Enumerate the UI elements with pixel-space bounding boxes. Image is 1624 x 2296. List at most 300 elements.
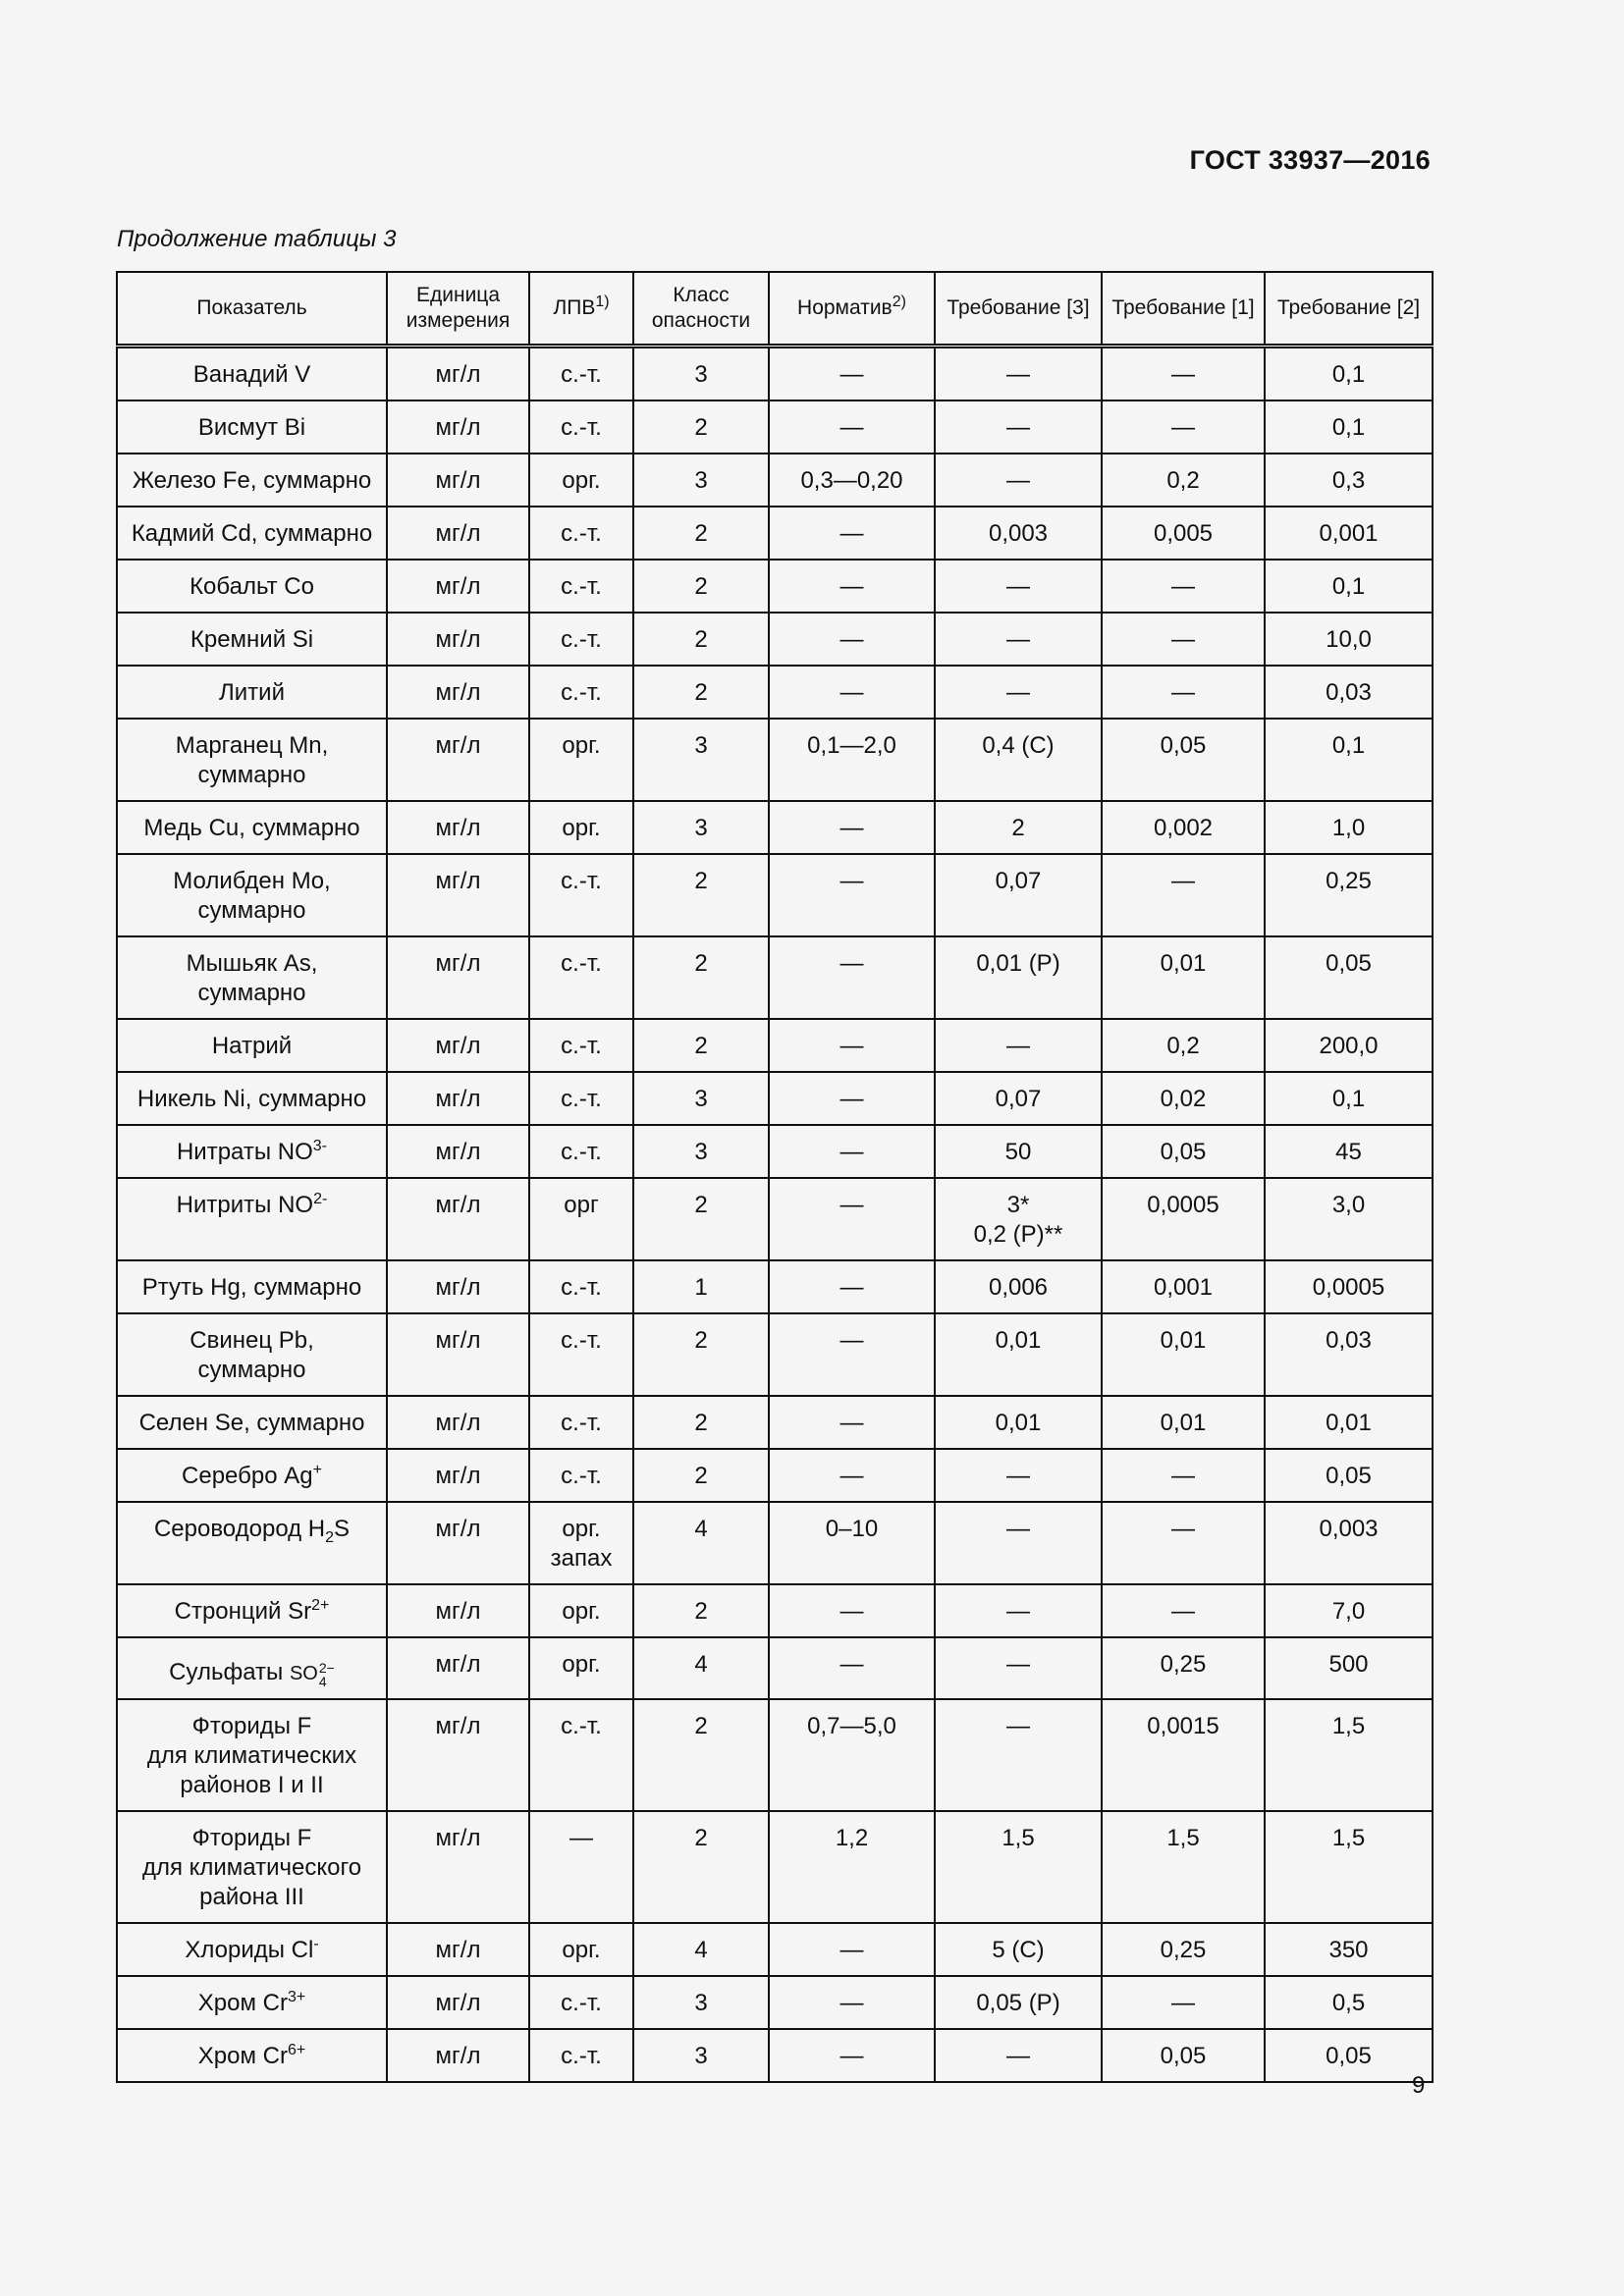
cell-req1: 0,01 (1102, 1313, 1265, 1396)
cell-indicator (117, 560, 387, 613)
cell-norm: — (769, 854, 935, 936)
cell-indicator (117, 1019, 387, 1072)
table-row (117, 400, 1433, 454)
indicator-name: Мышьяк As, (186, 950, 318, 977)
table-row (117, 1811, 1433, 1923)
cell-req3 (935, 854, 1102, 936)
lpv-value: с.-т. (561, 1086, 602, 1112)
cell-indicator (117, 1449, 387, 1502)
cell-norm: — (769, 1976, 935, 2029)
req3-value: 0,4 (С) (982, 732, 1055, 759)
lpv-value: с.-т. (561, 414, 602, 441)
cell-req3 (935, 1699, 1102, 1811)
lpv-value: с.-т. (561, 868, 602, 894)
table-row (117, 1178, 1433, 1260)
page-number: 9 (1412, 2072, 1426, 2099)
req3-value: — (1006, 1516, 1030, 1542)
req3-value: — (1006, 626, 1030, 653)
col-header-req1: Требование [1] (1102, 272, 1265, 347)
cell-lpv (529, 1584, 633, 1637)
table-body (117, 347, 1433, 2083)
req3-value: 0,07 (995, 1086, 1042, 1112)
req3-value: — (1006, 573, 1030, 600)
cell-req2: 0,01 (1265, 1396, 1433, 1449)
table-row (117, 854, 1433, 936)
req3-value: — (1006, 1651, 1030, 1678)
cell-lpv (529, 1811, 633, 1923)
cell-req1: — (1102, 1584, 1265, 1637)
cell-hazard-class: 2 (633, 1811, 769, 1923)
cell-indicator (117, 1637, 387, 1699)
cell-req3 (935, 1313, 1102, 1396)
table-row (117, 1976, 1433, 2029)
cell-norm: — (769, 2029, 935, 2082)
cell-req2: 0,001 (1265, 507, 1433, 560)
cell-unit: мг/л (387, 854, 529, 936)
cell-hazard-class: 4 (633, 1502, 769, 1584)
cell-hazard-class: 3 (633, 1125, 769, 1178)
indicator-name: Висмут Bi (197, 414, 306, 441)
standards-table (116, 271, 1434, 2083)
cell-norm: — (769, 1072, 935, 1125)
cell-lpv (529, 1072, 633, 1125)
cell-lpv (529, 1637, 633, 1699)
cell-hazard-class: 2 (633, 1449, 769, 1502)
cell-req1: — (1102, 347, 1265, 401)
lpv-value: орг. (562, 815, 601, 841)
cell-hazard-class: 3 (633, 347, 769, 401)
cell-req3 (935, 454, 1102, 507)
cell-req3 (935, 2029, 1102, 2082)
indicator-name: Серебро Ag (182, 1463, 313, 1489)
cell-lpv (529, 801, 633, 854)
cell-unit: мг/л (387, 1072, 529, 1125)
cell-req1: — (1102, 400, 1265, 454)
indicator-name: Стронций Sr (174, 1598, 312, 1625)
table-row (117, 1637, 1433, 1699)
cell-req1: 0,01 (1102, 936, 1265, 1019)
lpv-value: с.-т. (561, 1463, 602, 1489)
cell-hazard-class: 2 (633, 1699, 769, 1811)
cell-unit: мг/л (387, 454, 529, 507)
cell-req2: 0,1 (1265, 1072, 1433, 1125)
cell-lpv (529, 719, 633, 801)
cell-unit: мг/л (387, 1019, 529, 1072)
cell-hazard-class: 3 (633, 719, 769, 801)
lpv-value: с.-т. (561, 361, 602, 388)
lpv-value: с.-т. (561, 520, 602, 547)
cell-req1: 0,0005 (1102, 1178, 1265, 1260)
cell-req3 (935, 613, 1102, 666)
cell-unit: мг/л (387, 1449, 529, 1502)
cell-unit: мг/л (387, 936, 529, 1019)
cell-indicator (117, 1125, 387, 1178)
indicator-name: Кадмий Cd, суммарно (131, 520, 373, 547)
indicator-name: Натрий (211, 1033, 293, 1059)
cell-norm: 0,1—2,0 (769, 719, 935, 801)
cell-hazard-class: 4 (633, 1637, 769, 1699)
col-header-unit: Единица измерения (387, 272, 529, 347)
cell-lpv (529, 1260, 633, 1313)
indicator-line-3: районов I и II (180, 1772, 324, 1798)
indicator-name: Литий (219, 679, 285, 706)
cell-unit: мг/л (387, 1260, 529, 1313)
cell-indicator (117, 719, 387, 801)
lpv-value: с.-т. (561, 1327, 602, 1354)
cell-norm: — (769, 347, 935, 401)
indicator-name: Свинец Pb, (189, 1327, 314, 1354)
cell-hazard-class: 2 (633, 1584, 769, 1637)
cell-lpv (529, 1125, 633, 1178)
cell-norm: — (769, 1019, 935, 1072)
cell-norm: — (769, 507, 935, 560)
table-row (117, 454, 1433, 507)
cell-req2: 1,5 (1265, 1811, 1433, 1923)
cell-indicator (117, 347, 387, 401)
cell-unit: мг/л (387, 613, 529, 666)
cell-req3 (935, 1449, 1102, 1502)
cell-norm: 1,2 (769, 1811, 935, 1923)
cell-norm: 0,3—0,20 (769, 454, 935, 507)
cell-req3 (935, 347, 1102, 401)
cell-lpv (529, 1313, 633, 1396)
cell-unit: мг/л (387, 400, 529, 454)
cell-lpv (529, 1699, 633, 1811)
lpv-value-2: запах (550, 1545, 613, 1572)
table-row (117, 1584, 1433, 1637)
table-row (117, 1313, 1433, 1396)
req3-value: — (1006, 467, 1030, 494)
indicator-subscript: 2 (325, 1528, 335, 1546)
req3-value: 0,05 (Р) (976, 1990, 1060, 2016)
cell-unit: мг/л (387, 666, 529, 719)
cell-norm: — (769, 560, 935, 613)
indicator-line-2: суммарно (197, 897, 306, 924)
cell-indicator (117, 454, 387, 507)
cell-unit: мг/л (387, 1396, 529, 1449)
indicator-name: Хлориды Cl (185, 1937, 314, 1963)
cell-req3 (935, 560, 1102, 613)
cell-req2: 3,0 (1265, 1178, 1433, 1260)
req3-value: 0,01 (995, 1410, 1042, 1436)
cell-indicator (117, 1923, 387, 1976)
cell-unit: мг/л (387, 719, 529, 801)
indicator-name: Кремний Si (189, 626, 314, 653)
lpv-value: с.-т. (561, 1139, 602, 1165)
cell-hazard-class: 2 (633, 936, 769, 1019)
lpv-value: с.-т. (561, 2043, 602, 2069)
cell-req2: 0,5 (1265, 1976, 1433, 2029)
lpv-value: орг. (562, 467, 601, 494)
cell-unit: мг/л (387, 1811, 529, 1923)
cell-hazard-class: 1 (633, 1260, 769, 1313)
cell-indicator (117, 1502, 387, 1584)
req3-value: 5 (С) (992, 1937, 1045, 1963)
table-row (117, 1125, 1433, 1178)
col-header-lpv-label: ЛПВ (553, 296, 596, 319)
lpv-value: орг. (562, 1598, 601, 1625)
document-code: ГОСТ 33937—2016 (1189, 145, 1431, 175)
cell-req3 (935, 1178, 1102, 1260)
cell-lpv (529, 1178, 633, 1260)
cell-req2: 0,05 (1265, 1449, 1433, 1502)
cell-hazard-class: 2 (633, 507, 769, 560)
cell-req3 (935, 1260, 1102, 1313)
cell-indicator (117, 1396, 387, 1449)
cell-indicator (117, 854, 387, 936)
indicator-line-2: суммарно (197, 1357, 306, 1383)
cell-indicator (117, 613, 387, 666)
cell-unit: мг/л (387, 1313, 529, 1396)
cell-hazard-class: 3 (633, 801, 769, 854)
col-header-norm (769, 272, 935, 347)
cell-req2: 1,0 (1265, 801, 1433, 854)
cell-lpv (529, 400, 633, 454)
cell-norm: 0–10 (769, 1502, 935, 1584)
indicator-name: Фториды F (191, 1713, 312, 1739)
indicator-name: Хром Cr (197, 1990, 288, 2016)
cell-lpv (529, 666, 633, 719)
req3-value: 0,07 (995, 868, 1042, 894)
indicator-name: Хром Cr (197, 2043, 288, 2069)
col-header-norm-label: Норматив (797, 296, 893, 319)
cell-lpv (529, 454, 633, 507)
table-row (117, 1449, 1433, 1502)
cell-unit: мг/л (387, 1502, 529, 1584)
col-header-lpv-footnote: 1) (595, 294, 610, 310)
cell-req2: 0,0005 (1265, 1260, 1433, 1313)
cell-req2: 0,05 (1265, 2029, 1433, 2082)
cell-req1: 0,05 (1102, 719, 1265, 801)
indicator-superscript: + (312, 1462, 322, 1478)
cell-req3 (935, 1019, 1102, 1072)
cell-hazard-class: 2 (633, 1313, 769, 1396)
cell-req1: 0,05 (1102, 1125, 1265, 1178)
table-row (117, 1396, 1433, 1449)
req3-value: 1,5 (1001, 1825, 1035, 1851)
table-row (117, 1923, 1433, 1976)
col-header-norm-footnote: 2) (892, 294, 906, 310)
table-row (117, 2029, 1433, 2082)
cell-lpv (529, 507, 633, 560)
cell-req2: 0,05 (1265, 936, 1433, 1019)
cell-hazard-class: 3 (633, 1976, 769, 2029)
table-row (117, 1699, 1433, 1811)
formula-index: 4 (318, 1673, 327, 1689)
indicator-name: Селен Se, суммарно (138, 1410, 365, 1436)
cell-req2: 200,0 (1265, 1019, 1433, 1072)
cell-norm: — (769, 1178, 935, 1260)
cell-req1: 0,02 (1102, 1072, 1265, 1125)
cell-hazard-class: 2 (633, 854, 769, 936)
req3-value: — (1006, 1463, 1030, 1489)
req3-value: — (1006, 1598, 1030, 1625)
cell-req2: 1,5 (1265, 1699, 1433, 1811)
indicator-superscript: 2- (313, 1191, 328, 1207)
table-row (117, 936, 1433, 1019)
cell-req3 (935, 936, 1102, 1019)
indicator-line-2: суммарно (197, 762, 306, 788)
indicator-suffix: S (334, 1516, 351, 1542)
indicator-name: Никель Ni, суммарно (136, 1086, 367, 1112)
cell-req3 (935, 1923, 1102, 1976)
lpv-value: с.-т. (561, 573, 602, 600)
lpv-value: с.-т. (561, 626, 602, 653)
cell-lpv (529, 347, 633, 401)
cell-lpv (529, 1396, 633, 1449)
cell-req3 (935, 1125, 1102, 1178)
col-header-req2: Требование [2] (1265, 272, 1433, 347)
cell-req2: 45 (1265, 1125, 1433, 1178)
cell-unit: мг/л (387, 507, 529, 560)
indicator-name: Молибден Mo, (173, 868, 331, 894)
indicator-superscript: 3- (312, 1138, 328, 1154)
cell-lpv (529, 854, 633, 936)
lpv-value: орг. (562, 1937, 601, 1963)
indicator-name: Марганец Mn, (175, 732, 329, 759)
cell-req3 (935, 507, 1102, 560)
cell-req3 (935, 1502, 1102, 1584)
cell-indicator (117, 1178, 387, 1260)
cell-req3 (935, 1976, 1102, 2029)
cell-req2: 350 (1265, 1923, 1433, 1976)
cell-norm: — (769, 666, 935, 719)
cell-indicator (117, 400, 387, 454)
table-row (117, 1260, 1433, 1313)
cell-req3 (935, 719, 1102, 801)
indicator-name: Нитраты NO (176, 1139, 313, 1165)
col-header-lpv (529, 272, 633, 347)
cell-norm: — (769, 1125, 935, 1178)
req3-value: — (1006, 2043, 1030, 2069)
cell-indicator (117, 507, 387, 560)
lpv-value: — (569, 1825, 593, 1851)
cell-req1: 0,25 (1102, 1923, 1265, 1976)
cell-req2: 7,0 (1265, 1584, 1433, 1637)
cell-indicator (117, 1699, 387, 1811)
cell-hazard-class: 2 (633, 613, 769, 666)
req3-value: 50 (1004, 1139, 1032, 1165)
cell-req1: 0,05 (1102, 2029, 1265, 2082)
cell-req1: — (1102, 1502, 1265, 1584)
cell-req1: 0,2 (1102, 1019, 1265, 1072)
table-row (117, 1072, 1433, 1125)
cell-hazard-class: 2 (633, 400, 769, 454)
cell-hazard-class: 2 (633, 666, 769, 719)
cell-hazard-class: 3 (633, 454, 769, 507)
cell-unit: мг/л (387, 1584, 529, 1637)
cell-req1: 0,25 (1102, 1637, 1265, 1699)
cell-req1: 1,5 (1102, 1811, 1265, 1923)
cell-hazard-class: 4 (633, 1923, 769, 1976)
cell-unit: мг/л (387, 1178, 529, 1260)
cell-norm: — (769, 1584, 935, 1637)
indicator-line-2: для климатических (146, 1742, 357, 1769)
cell-lpv (529, 2029, 633, 2082)
formula-sup-sub (319, 1661, 335, 1688)
cell-req2: 0,003 (1265, 1502, 1433, 1584)
lpv-value: с.-т. (561, 1274, 602, 1301)
cell-indicator (117, 1072, 387, 1125)
req3-value: 0,006 (988, 1274, 1049, 1301)
cell-req1: 0,001 (1102, 1260, 1265, 1313)
req3-value: — (1006, 679, 1030, 706)
indicator-line-2: суммарно (197, 980, 306, 1006)
cell-req1: 0,002 (1102, 801, 1265, 854)
lpv-value: орг (564, 1192, 599, 1218)
indicator-line-2: для климатического (141, 1854, 362, 1881)
cell-norm: — (769, 1396, 935, 1449)
table-row (117, 801, 1433, 854)
cell-lpv (529, 560, 633, 613)
cell-hazard-class: 2 (633, 1178, 769, 1260)
cell-indicator (117, 666, 387, 719)
cell-req1: — (1102, 1449, 1265, 1502)
cell-norm: 0,7—5,0 (769, 1699, 935, 1811)
cell-lpv (529, 1976, 633, 2029)
cell-req2: 0,3 (1265, 454, 1433, 507)
cell-req1: — (1102, 560, 1265, 613)
cell-req3 (935, 1584, 1102, 1637)
cell-req2: 10,0 (1265, 613, 1433, 666)
table-row (117, 560, 1433, 613)
cell-req2: 0,1 (1265, 347, 1433, 401)
table-row (117, 719, 1433, 801)
table-caption: Продолжение таблицы 3 (117, 226, 397, 252)
formula-charge: 2− (318, 1659, 335, 1676)
indicator-line-3: района III (199, 1884, 304, 1910)
cell-req1: — (1102, 613, 1265, 666)
lpv-value: с.-т. (561, 1990, 602, 2016)
indicator-name: Сероводород H (153, 1516, 326, 1542)
cell-indicator (117, 936, 387, 1019)
req3-value: 0,003 (988, 520, 1049, 547)
cell-lpv (529, 936, 633, 1019)
table-row (117, 1502, 1433, 1584)
req3-value: 3* (1006, 1192, 1030, 1218)
indicator-superscript: 2+ (311, 1597, 330, 1614)
indicator-superscript: 6+ (287, 2042, 306, 2058)
cell-unit: мг/л (387, 1637, 529, 1699)
lpv-value: с.-т. (561, 1713, 602, 1739)
cell-unit: мг/л (387, 1125, 529, 1178)
table-row (117, 347, 1433, 401)
table-row (117, 507, 1433, 560)
cell-indicator (117, 801, 387, 854)
cell-req2: 0,25 (1265, 854, 1433, 936)
cell-req2: 0,1 (1265, 400, 1433, 454)
indicator-superscript: 3+ (287, 1989, 306, 2005)
cell-hazard-class: 3 (633, 1072, 769, 1125)
req3-value: — (1006, 1713, 1030, 1739)
cell-lpv (529, 1502, 633, 1584)
req3-value: 2 (1011, 815, 1025, 841)
col-header-indicator: Показатель (117, 272, 387, 347)
sulfate-formula (289, 1659, 335, 1689)
cell-norm: — (769, 801, 935, 854)
indicator-name: Нитриты NO (176, 1192, 314, 1218)
cell-norm: — (769, 400, 935, 454)
cell-req3 (935, 666, 1102, 719)
cell-req3 (935, 1396, 1102, 1449)
cell-req2: 0,1 (1265, 560, 1433, 613)
table-row (117, 666, 1433, 719)
cell-indicator (117, 1976, 387, 2029)
cell-req1: — (1102, 666, 1265, 719)
cell-indicator (117, 1584, 387, 1637)
req3-value: — (1006, 414, 1030, 441)
lpv-value: с.-т. (561, 950, 602, 977)
